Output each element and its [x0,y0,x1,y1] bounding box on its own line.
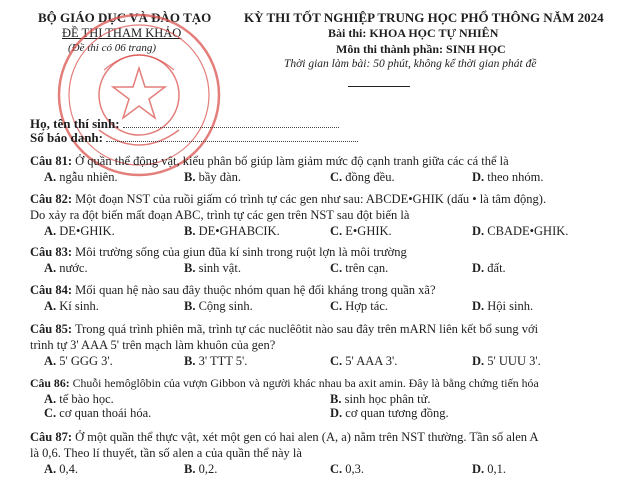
option-a: A. ngẫu nhiên. [44,170,118,184]
option-a: A. nước. [44,261,88,275]
option-a: A. 5' GGG 3'. [44,354,113,368]
option-d: D. 5' UUU 3'. [472,354,541,368]
question-81 [30,154,509,169]
option-d: D. theo nhóm. [472,170,544,184]
question-number: Câu 87: [30,430,73,444]
question-85-line-2: trình tự 3' AAA 5' trên mạch làm khuôn của gen? [30,338,276,352]
question-number: Câu 84: [30,283,73,297]
candidate-id-blank [106,141,358,142]
option-d: D. Hội sinh. [472,299,534,313]
option-c: C. Hợp tác. [330,299,388,313]
option-d: D. 0,1. [472,462,507,476]
option-c: C. trên cạn. [330,261,389,275]
time-limit: Thời gian làm bài: 50 phút, không kể thời gian phát đề [284,58,537,70]
question-text: Môi trường sống của giun đũa kí sinh trong ruột lợn là môi trường [75,245,407,259]
exam-type: ĐỀ THI THAM KHẢO [62,26,182,40]
option-d: D. cơ quan tương đồng. [330,406,449,420]
header-divider [348,86,410,87]
pages-note: (Đề thi có 06 trang) [68,42,156,54]
option-b: B. Cộng sinh. [184,299,253,313]
subject-group: Bài thi: KHOA HỌC TỰ NHIÊN [328,26,499,40]
candidate-id-field [30,130,358,146]
option-a: A. DE•GHIK. [44,224,115,238]
question-87-line-2: là 0,6. Theo lí thuyết, tần số alen a của quần thể này là [30,446,302,460]
option-d: D. đất. [472,261,506,275]
question-85 [30,322,538,337]
question-number: Câu 82: [30,192,73,206]
candidate-name-blank [123,127,339,128]
question-number: Câu 86: [30,376,70,390]
question-text: Một đoạn NST của ruồi giấm có trình tự các gen như sau: ABCDE•GHIK (dấu • là tâm động). [75,192,547,206]
question-text: Ở quần thể động vật, kiểu phân bố giúp làm giảm mức độ cạnh tranh giữa các cá thể là [75,154,509,168]
option-b: B. sinh học phân tử. [330,392,431,406]
option-a: A. Kí sinh. [44,299,99,313]
question-87 [30,430,539,445]
question-82-line-2: Do xảy ra đột biến mất đoạn ABC, trình tự các gen trên NST sau đột biến là [30,208,410,222]
question-86 [30,376,539,391]
question-number: Câu 83: [30,245,73,259]
question-text: Trong quá trình phiên mã, trình tự các nuclêôtit nào sau đây trên mARN liên kết bổ sung với [74,322,539,336]
option-c: C. 0,3. [330,462,365,476]
ministry-name: BỘ GIÁO DỤC VÀ ĐÀO TẠO [38,10,212,25]
option-b: B. 0,2. [184,462,218,476]
option-c: C. E•GHIK. [330,224,392,238]
option-b: B. DE•GHABCIK. [184,224,280,238]
option-c: C. đồng đều. [330,170,395,184]
question-83 [30,245,407,260]
option-b: B. 3' TTT 5'. [184,354,248,368]
candidate-id-label: Số báo danh: [30,130,103,145]
option-a: A. tế bào học. [44,392,114,406]
question-number: Câu 81: [30,154,73,168]
question-text: Mối quan hệ nào sau đây thuộc nhóm quan hệ đối kháng trong quần xã? [75,283,436,297]
option-b: B. bầy đàn. [184,170,241,184]
option-c: C. 5' AAA 3'. [330,354,398,368]
candidate-name-label: Họ, tên thí sinh: [30,116,120,131]
question-84 [30,283,436,298]
subject: Môn thi thành phần: SINH HỌC [336,42,506,56]
option-d: D. CBADE•GHIK. [472,224,569,238]
question-text: Chuỗi hemôglôbin của vượn Gibbon và người khác nhau ba axit amin. Đây là bằng chứng tiến hóa [72,376,539,390]
exam-title: KỲ THI TỐT NGHIỆP TRUNG HỌC PHỔ THÔNG NĂM 2024 [244,10,604,25]
question-text: Ở một quần thể thực vật, xét một gen có hai alen (A, a) nằm trên NST thường. Tần số alen A [75,430,539,444]
option-b: B. sinh vật. [184,261,241,275]
option-c: C. cơ quan thoái hóa. [44,406,152,420]
question-number: Câu 85: [30,322,73,336]
option-a: A. 0,4. [44,462,79,476]
question-82 [30,192,546,207]
